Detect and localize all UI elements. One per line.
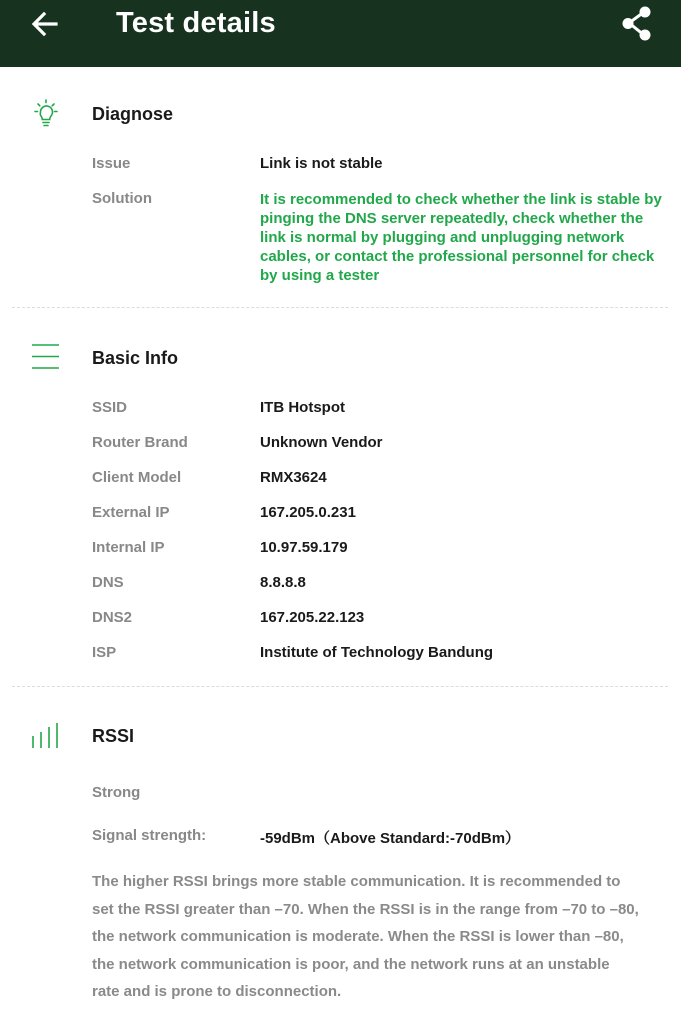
info-row-dns <box>92 574 662 598</box>
signal-bars-icon <box>28 722 64 750</box>
issue-label: Issue <box>92 155 131 172</box>
app-bar <box>0 0 681 67</box>
info-row-isp <box>92 644 662 668</box>
rssi-description: The higher RSSI brings more stable communication. It is recommended to set the RSSI greater than –70. When the RSSI is in the range from –70 to –80, the network communication is moderate. When the RSSI is lower than –80, the network communication is poor, and the network runs at an unstable rate and is prone to disconnection. <box>92 873 639 1000</box>
share-icon <box>618 4 656 44</box>
rssi-title: RSSI <box>92 726 135 746</box>
info-label: DNS2 <box>92 609 133 626</box>
rssi-level: Strong <box>92 784 141 801</box>
info-label: External IP <box>92 504 170 521</box>
solution-label: Solution <box>92 190 152 207</box>
info-row-client-model <box>92 469 662 493</box>
issue-value: Link is not stable <box>260 155 383 172</box>
diagnose-title: Diagnose <box>92 104 174 124</box>
lightbulb-icon <box>28 96 64 132</box>
arrow-back-icon <box>26 6 66 42</box>
info-value: 167.205.0.231 <box>260 504 356 521</box>
back-button[interactable] <box>26 6 66 42</box>
info-label: Router Brand <box>92 434 188 451</box>
menu-lines-icon <box>28 342 64 372</box>
signal-strength-value: -59dBm（Above Standard:-70dBm） <box>260 830 521 847</box>
signal-strength-row <box>92 827 662 851</box>
signal-strength-label: Signal strength: <box>92 827 207 844</box>
info-label: Internal IP <box>92 539 165 556</box>
basic-info-title: Basic Info <box>92 348 179 368</box>
issue-row <box>92 155 662 179</box>
info-value: RMX3624 <box>260 469 327 486</box>
info-value: 8.8.8.8 <box>260 574 306 591</box>
info-row-internal-ip <box>92 539 662 563</box>
info-value: Unknown Vendor <box>260 434 383 451</box>
section-divider <box>12 686 668 687</box>
info-value: ITB Hotspot <box>260 399 345 416</box>
info-label: SSID <box>92 399 128 416</box>
info-row-ssid <box>92 399 662 423</box>
page-title: Test details <box>116 7 276 39</box>
info-label: ISP <box>92 644 117 661</box>
info-label: Client Model <box>92 469 182 486</box>
info-row-dns2 <box>92 609 662 633</box>
info-value: 167.205.22.123 <box>260 609 365 626</box>
section-divider <box>12 307 668 308</box>
info-row-router-brand <box>92 434 662 458</box>
info-label: DNS <box>92 574 124 591</box>
share-button[interactable] <box>618 4 656 44</box>
info-value: Institute of Technology Bandung <box>260 644 494 661</box>
info-value: 10.97.59.179 <box>260 539 348 556</box>
solution-value: It is recommended to check whether the link is stable by pinging the DNS server repeatedly, check whether the link is normal by plugging and unplugging network cables, or contact the professional personnel for check by using a tester <box>260 191 662 284</box>
info-row-external-ip <box>92 504 662 528</box>
